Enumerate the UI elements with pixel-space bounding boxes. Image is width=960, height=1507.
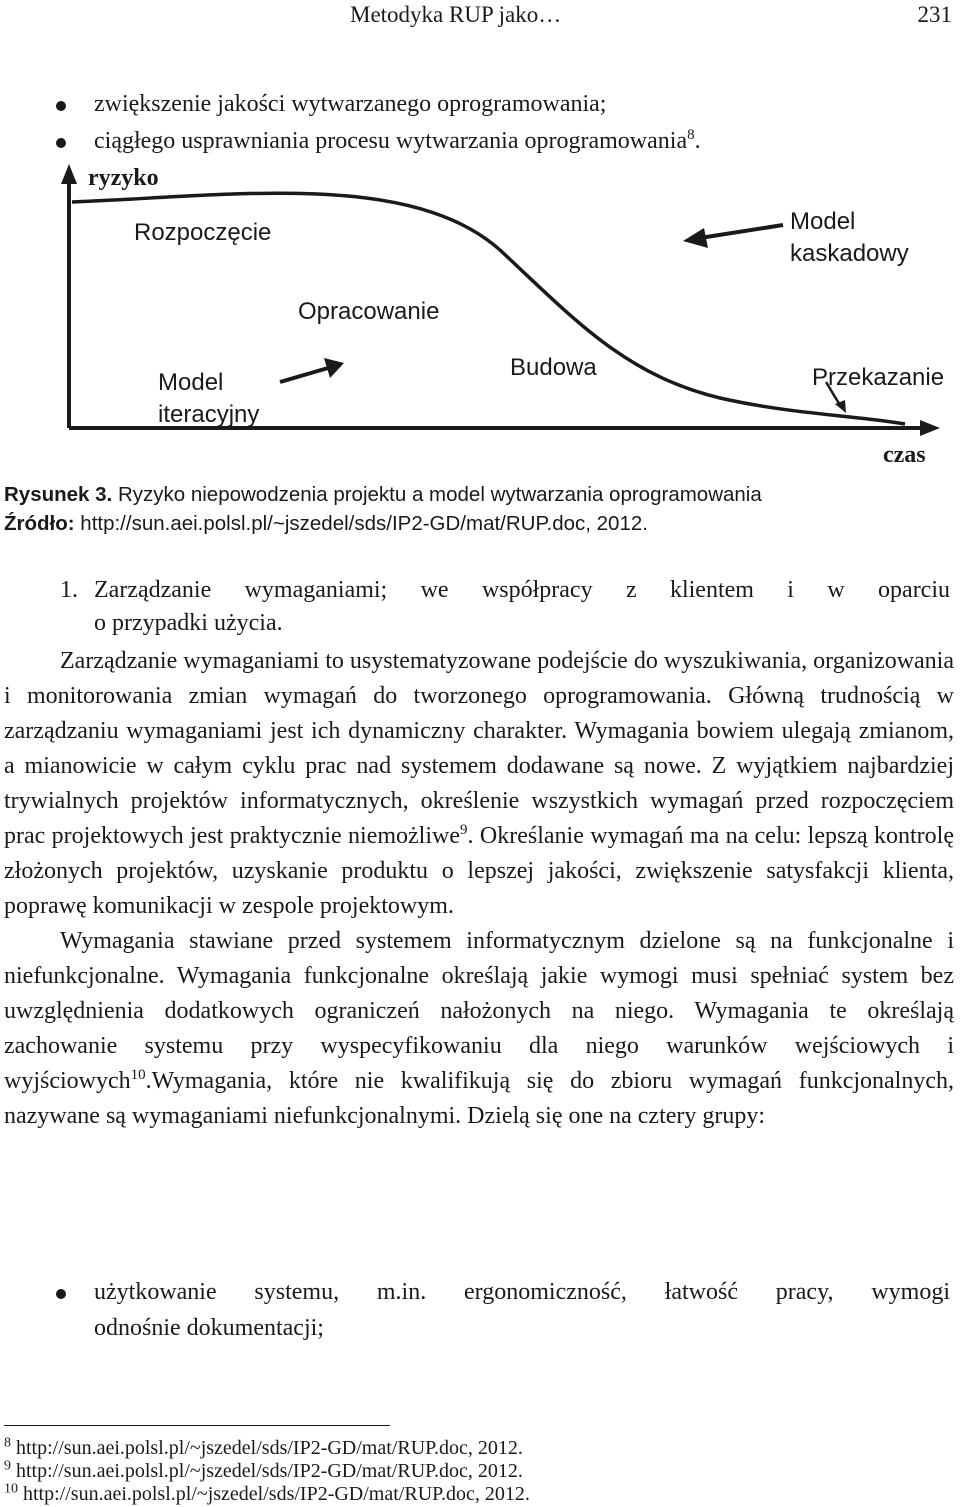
footnote-divider [4, 1425, 390, 1426]
item-text-line-1: Zarządzanie wymaganiami; we współpracy z klientem i w oparciu [94, 577, 950, 603]
footnote-ref: 8 [687, 127, 695, 143]
footnote-text: http://sun.aei.polsl.pl/~jszedel/sds/IP2-GD/mat/RUP.doc, 2012. [11, 1460, 523, 1482]
item-text-line-2: o przypadki użycia. [94, 610, 283, 636]
paragraph-2-text: Wymagania stawiane przed systemem informatycznym dzielone są na funkcjonalne i niefunkcjonalne. Wymagania funkcjonalne określają jakie wymogi musi spełniać system bez uwzględnienia dodatkowych ograniczeń nałożonych na niego. Wymagania te określają zachowanie systemu przy wyspecyfikowaniu dla niego warunków wejściowych i wyjściowych [4, 928, 954, 1094]
footnote [4, 1437, 954, 1460]
footnote-number: 8 [4, 1435, 11, 1451]
paragraph-2 [4, 924, 954, 1134]
paragraph-1-text-end: . Określanie wymagań ma na celu: lepszą kontrolę złożonych projektów, uzyskanie produktu o lepszej jakości, zwiększenie satysfakcji klienta, poprawę komunikacji w zespole projektowym. [4, 823, 954, 919]
item-number: 1. [60, 577, 78, 603]
caption-line-2 [4, 509, 954, 538]
running-title: Metodyka RUP jako… [350, 2, 562, 27]
footnote [4, 1483, 954, 1506]
bullet-dot-icon [56, 101, 66, 111]
caption-line-1 [4, 480, 954, 509]
list-item-text: zwiększenie jakości wytwarzanego oprogramowania; [94, 91, 607, 117]
paragraph-2-text-end: .Wymagania, które nie kwalifikują się do zbioru wymagań funkcjonalnych, nazywane są wymaganiami niefunkcjonalnymi. Dzielą się one na cztery grupy: [4, 1068, 954, 1129]
list-item [0, 123, 960, 160]
kaskadowy-arrow-line [700, 225, 783, 238]
footnote-text: http://sun.aei.polsl.pl/~jszedel/sds/IP2-GD/mat/RUP.doc, 2012. [11, 1437, 523, 1459]
x-axis-label: czas [883, 442, 926, 468]
body-text [4, 644, 954, 1134]
label-model-iteracyjny-1: Model [158, 369, 224, 396]
footnote-text: http://sun.aei.polsl.pl/~jszedel/sds/IP2-GD/mat/RUP.doc, 2012. [18, 1483, 530, 1505]
risk-figure [0, 160, 960, 475]
caption-figure-number: Rysunek 3. [4, 483, 113, 506]
caption-source-label: Źródło: [4, 512, 75, 535]
label-opracowanie: Opracowanie [298, 298, 440, 325]
numbered-item [0, 574, 960, 640]
x-axis-arrow-icon [920, 420, 940, 436]
footnote [4, 1460, 954, 1483]
footnotes [4, 1437, 954, 1506]
przekazanie-arrow-icon [835, 400, 846, 413]
kaskadowy-arrow-icon [683, 228, 708, 248]
footnote-number: 10 [4, 1481, 18, 1497]
label-model-iteracyjny-2: iteracyjny [158, 401, 260, 428]
list-item-text: ciągłego usprawniania procesu wytwarzania oprogramowania [94, 128, 688, 154]
list-item [0, 86, 960, 123]
footnote-number: 9 [4, 1458, 11, 1474]
page-header [0, 0, 960, 34]
bullet-dot-icon [56, 138, 66, 148]
list-item-text-line-2: odnośnie dokumentacji; [94, 1315, 324, 1341]
page-number: 231 [917, 2, 952, 27]
label-model-kaskadowy-2: kaskadowy [790, 240, 909, 267]
list-item-text-end: . [694, 128, 701, 154]
label-budowa: Budowa [510, 354, 597, 381]
bullet-dot-icon [56, 1289, 66, 1299]
iteracyjny-arrow-icon [324, 358, 344, 378]
footnote-ref: 10 [130, 1067, 146, 1083]
y-axis-arrow-icon [61, 164, 77, 184]
list-item-text-line-1: użytkowanie systemu, m.in. ergonomiczność, łatwość pracy, wymogi [94, 1279, 950, 1305]
label-model-kaskadowy-1: Model [790, 208, 856, 235]
bullet-list-bottom [0, 1274, 960, 1346]
iteracyjny-arrow-line [280, 368, 328, 382]
figure-caption [4, 480, 954, 538]
list-item [0, 1274, 960, 1346]
y-axis-label: ryzyko [88, 165, 159, 191]
paragraph-1-text: Zarządzanie wymaganiami to usystematyzowane podejście do wyszukiwania, organizowania i monitorowania zmian wymagań do tworzonego oprogramowania. Główną trudnością w zarządzaniu wymaganiami jest ich dynamiczny charakter. Wymagania bowiem ulegają zmianom, a mianowicie w całym cyklu prac nad systemem dodawane są nowe. Z wyjątkiem najbardziej trywialnych projektów informatycznych, określenie wszystkich wymagań przed rozpoczęciem prac projektowych jest praktycznie niemożliwe [4, 648, 954, 849]
label-rozpoczecie: Rozpoczęcie [134, 219, 272, 246]
caption-source: http://sun.aei.polsl.pl/~jszedel/sds/IP2-GD/mat/RUP.doc, 2012. [74, 512, 648, 535]
label-przekazanie: Przekazanie [812, 364, 945, 391]
caption-title: Ryzyko niepowodzenia projektu a model wytwarzania oprogramowania [112, 483, 762, 506]
paragraph-1 [4, 644, 954, 924]
bullet-list-top [0, 86, 960, 160]
footnote-ref: 9 [460, 822, 468, 838]
